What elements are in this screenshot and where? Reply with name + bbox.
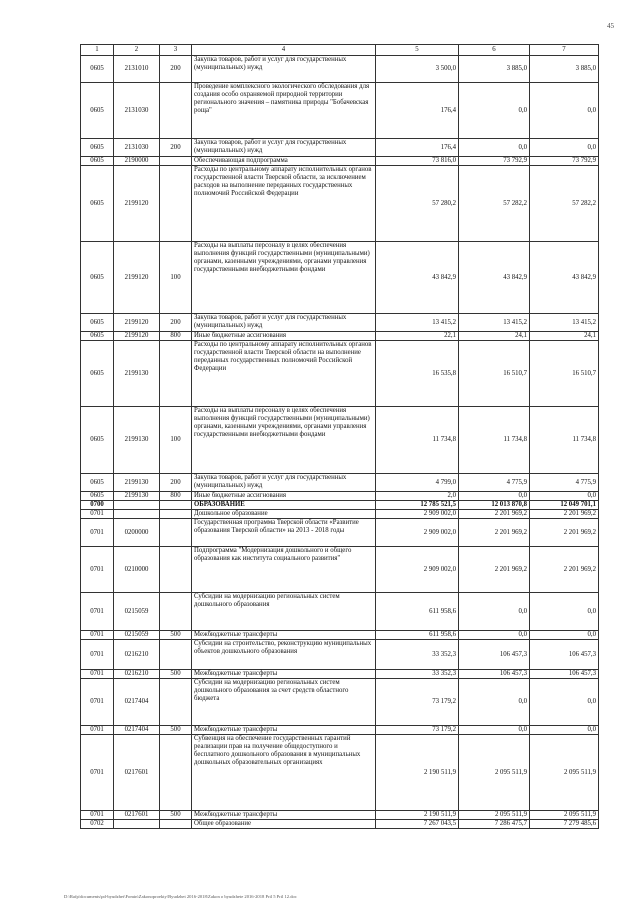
section-code-cell: 0701 xyxy=(81,593,114,631)
amount-2017-cell: 0,0 xyxy=(459,139,530,157)
amount-2016-cell: 73 179,2 xyxy=(376,679,459,726)
footer-path: D:\Rafp\documents\pd-byudzhet\Fomin\Zakonoproekty\Byudzhet 2016-2018\Zakon o byudzhete 2016-2018 Pril 5 Pril 12.doc xyxy=(64,894,297,899)
section-code-cell: 0701 xyxy=(81,726,114,735)
amount-2016-cell: 3 500,0 xyxy=(376,56,459,83)
amount-2018-cell: 2 095 511,9 xyxy=(530,735,599,811)
amount-2016-cell: 33 352,3 xyxy=(376,640,459,670)
amount-2017-cell: 0,0 xyxy=(459,492,530,501)
table-row xyxy=(81,519,599,547)
amount-2016-cell: 611 958,6 xyxy=(376,631,459,640)
expense-type-cell xyxy=(160,679,192,726)
expense-type-cell: 100 xyxy=(160,407,192,474)
section-code-cell: 0605 xyxy=(81,314,114,332)
description-cell: Закупка товаров, работ и услуг для государственных (муниципальных) нужд xyxy=(192,139,376,157)
description-cell: Обеспечивающая подпрограмма xyxy=(192,157,376,166)
budget-table xyxy=(80,44,599,829)
table-row xyxy=(81,492,599,501)
table-row xyxy=(81,811,599,820)
amount-2016-cell: 2 190 511,9 xyxy=(376,735,459,811)
section-code-cell: 0701 xyxy=(81,670,114,679)
header-col-3: 3 xyxy=(160,45,192,56)
description-cell: Закупка товаров, работ и услуг для государственных (муниципальных) нужд xyxy=(192,474,376,492)
description-cell: Государственная программа Тверской области «Развитие образования Тверской области» на 2013 - 2018 годы xyxy=(192,519,376,547)
amount-2018-cell: 73 792,9 xyxy=(530,157,599,166)
amount-2016-cell: 2 190 511,9 xyxy=(376,811,459,820)
amount-2018-cell: 0,0 xyxy=(530,492,599,501)
amount-2016-cell: 11 734,8 xyxy=(376,407,459,474)
target-code-cell: 0200000 xyxy=(114,519,160,547)
section-code-cell: 0605 xyxy=(81,332,114,341)
expense-type-cell: 800 xyxy=(160,492,192,501)
table-row xyxy=(81,157,599,166)
expense-type-cell: 200 xyxy=(160,314,192,332)
section-code-cell: 0701 xyxy=(81,811,114,820)
target-code-cell: 0217404 xyxy=(114,726,160,735)
table-row xyxy=(81,242,599,314)
section-code-cell: 0701 xyxy=(81,547,114,593)
expense-type-cell xyxy=(160,166,192,242)
expense-type-cell: 200 xyxy=(160,474,192,492)
amount-2016-cell: 57 280,2 xyxy=(376,166,459,242)
amount-2017-cell: 0,0 xyxy=(459,631,530,640)
header-col-1: 1 xyxy=(81,45,114,56)
expense-type-cell xyxy=(160,735,192,811)
description-cell: Расходы на выплаты персоналу в целях обеспечения выполнения функций государственными (муниципальными) органами, казенными учреждениями, органами управления государственными внебюджетными фондами xyxy=(192,242,376,314)
target-code-cell: 2199120 xyxy=(114,242,160,314)
table-row xyxy=(81,474,599,492)
amount-2017-cell: 73 792,9 xyxy=(459,157,530,166)
expense-type-cell: 500 xyxy=(160,631,192,640)
amount-2016-cell: 4 799,0 xyxy=(376,474,459,492)
expense-type-cell: 100 xyxy=(160,242,192,314)
table-row xyxy=(81,83,599,139)
target-code-cell: 2131030 xyxy=(114,139,160,157)
description-cell: Расходы на выплаты персоналу в целях обеспечения выполнения функций государственными (муниципальными) органами, казенными учреждениями, органами управления государственными внебюджетными фондами xyxy=(192,407,376,474)
target-code-cell: 0216210 xyxy=(114,670,160,679)
section-code-cell: 0701 xyxy=(81,510,114,519)
table-row xyxy=(81,735,599,811)
expense-type-cell xyxy=(160,547,192,593)
table-row xyxy=(81,547,599,593)
description-cell: Общее образование xyxy=(192,820,376,829)
section-code-cell: 0700 xyxy=(81,501,114,510)
section-code-cell: 0605 xyxy=(81,492,114,501)
section-code-cell: 0605 xyxy=(81,157,114,166)
target-code-cell: 2199130 xyxy=(114,474,160,492)
amount-2017-cell: 16 510,7 xyxy=(459,341,530,407)
amount-2017-cell: 3 885,0 xyxy=(459,56,530,83)
table-row xyxy=(81,332,599,341)
amount-2016-cell: 13 415,2 xyxy=(376,314,459,332)
amount-2017-cell: 106 457,3 xyxy=(459,640,530,670)
table-row xyxy=(81,726,599,735)
section-code-cell: 0701 xyxy=(81,519,114,547)
target-code-cell: 2199130 xyxy=(114,407,160,474)
amount-2018-cell: 0,0 xyxy=(530,679,599,726)
expense-type-cell: 500 xyxy=(160,670,192,679)
target-code-cell xyxy=(114,820,160,829)
amount-2018-cell: 43 842,9 xyxy=(530,242,599,314)
description-cell: Дошкольное образование xyxy=(192,510,376,519)
amount-2016-cell: 73 179,2 xyxy=(376,726,459,735)
header-col-7: 7 xyxy=(530,45,599,56)
table-row xyxy=(81,679,599,726)
expense-type-cell xyxy=(160,501,192,510)
expense-type-cell xyxy=(160,593,192,631)
table-row xyxy=(81,510,599,519)
description-cell: Межбюджетные трансферты xyxy=(192,670,376,679)
amount-2018-cell: 2 095 511,9 xyxy=(530,811,599,820)
description-cell: Субсидии на модернизацию региональных систем дошкольного образования xyxy=(192,593,376,631)
description-cell: Межбюджетные трансферты xyxy=(192,726,376,735)
description-cell: Проведение комплексного экологического обследования для создания особо охраняемой природной территории регионального значения – памятника природы "Бобачевская роща" xyxy=(192,83,376,139)
description-cell: Подпрограмма "Модернизация дошкольного и общего образования как института социального развития" xyxy=(192,547,376,593)
table-row xyxy=(81,139,599,157)
amount-2017-cell: 2 201 969,2 xyxy=(459,519,530,547)
header-row xyxy=(81,45,599,56)
amount-2016-cell: 2 909 002,0 xyxy=(376,547,459,593)
amount-2018-cell: 4 775,9 xyxy=(530,474,599,492)
description-cell: Межбюджетные трансферты xyxy=(192,811,376,820)
amount-2016-cell: 16 535,8 xyxy=(376,341,459,407)
amount-2018-cell: 2 201 969,2 xyxy=(530,510,599,519)
target-code-cell: 0217601 xyxy=(114,735,160,811)
amount-2016-cell: 611 958,6 xyxy=(376,593,459,631)
target-code-cell: 0215059 xyxy=(114,631,160,640)
table-row xyxy=(81,640,599,670)
amount-2018-cell: 0,0 xyxy=(530,139,599,157)
table-row xyxy=(81,407,599,474)
section-code-cell: 0605 xyxy=(81,166,114,242)
expense-type-cell xyxy=(160,510,192,519)
target-code-cell: 0217601 xyxy=(114,811,160,820)
amount-2017-cell: 12 013 870,8 xyxy=(459,501,530,510)
header-col-4: 4 xyxy=(192,45,376,56)
section-code-cell: 0702 xyxy=(81,820,114,829)
amount-2018-cell: 106 457,3 xyxy=(530,670,599,679)
table-row xyxy=(81,593,599,631)
amount-2017-cell: 11 734,8 xyxy=(459,407,530,474)
expense-type-cell xyxy=(160,83,192,139)
amount-2018-cell: 57 282,2 xyxy=(530,166,599,242)
description-cell: Субсидии на строительство, реконструкцию муниципальных объектов дошкольного образования xyxy=(192,640,376,670)
amount-2017-cell: 2 095 511,9 xyxy=(459,811,530,820)
section-code-cell: 0605 xyxy=(81,139,114,157)
amount-2017-cell: 2 201 969,2 xyxy=(459,547,530,593)
table-row xyxy=(81,670,599,679)
section-code-cell: 0605 xyxy=(81,56,114,83)
amount-2017-cell: 0,0 xyxy=(459,83,530,139)
header-col-6: 6 xyxy=(459,45,530,56)
section-code-cell: 0701 xyxy=(81,640,114,670)
amount-2016-cell: 2 909 002,0 xyxy=(376,519,459,547)
table-row xyxy=(81,501,599,510)
section-code-cell: 0605 xyxy=(81,341,114,407)
amount-2018-cell: 0,0 xyxy=(530,726,599,735)
amount-2018-cell: 7 279 485,6 xyxy=(530,820,599,829)
amount-2016-cell: 7 267 043,5 xyxy=(376,820,459,829)
target-code-cell: 2190000 xyxy=(114,157,160,166)
amount-2018-cell: 0,0 xyxy=(530,83,599,139)
table-row xyxy=(81,314,599,332)
amount-2017-cell: 57 282,2 xyxy=(459,166,530,242)
table-row xyxy=(81,820,599,829)
amount-2018-cell: 0,0 xyxy=(530,631,599,640)
expense-type-cell xyxy=(160,820,192,829)
amount-2017-cell: 0,0 xyxy=(459,593,530,631)
expense-type-cell: 200 xyxy=(160,139,192,157)
description-cell: ОБРАЗОВАНИЕ xyxy=(192,501,376,510)
table-row xyxy=(81,631,599,640)
amount-2018-cell: 2 201 969,2 xyxy=(530,547,599,593)
amount-2018-cell: 3 885,0 xyxy=(530,56,599,83)
expense-type-cell: 800 xyxy=(160,332,192,341)
target-code-cell: 2199120 xyxy=(114,166,160,242)
description-cell: Расходы по центральному аппарату исполнительных органов государственной власти Тверской области, за исключением расходов на выполнение переданных государственных полномочий Российской Федерации xyxy=(192,166,376,242)
amount-2018-cell: 16 510,7 xyxy=(530,341,599,407)
expense-type-cell: 200 xyxy=(160,56,192,83)
section-code-cell: 0701 xyxy=(81,631,114,640)
expense-type-cell xyxy=(160,341,192,407)
page-number: 45 xyxy=(607,22,614,30)
target-code-cell: 0215059 xyxy=(114,593,160,631)
expense-type-cell: 500 xyxy=(160,726,192,735)
expense-type-cell xyxy=(160,519,192,547)
amount-2017-cell: 4 775,9 xyxy=(459,474,530,492)
amount-2017-cell: 106 457,3 xyxy=(459,670,530,679)
amount-2016-cell: 43 842,9 xyxy=(376,242,459,314)
target-code-cell xyxy=(114,510,160,519)
amount-2017-cell: 13 415,2 xyxy=(459,314,530,332)
amount-2016-cell: 176,4 xyxy=(376,139,459,157)
amount-2016-cell: 33 352,3 xyxy=(376,670,459,679)
target-code-cell: 0210000 xyxy=(114,547,160,593)
amount-2018-cell: 2 201 969,2 xyxy=(530,519,599,547)
amount-2018-cell: 12 049 701,1 xyxy=(530,501,599,510)
amount-2017-cell: 2 201 969,2 xyxy=(459,510,530,519)
target-code-cell: 2199120 xyxy=(114,332,160,341)
amount-2016-cell: 12 785 521,5 xyxy=(376,501,459,510)
expense-type-cell: 500 xyxy=(160,811,192,820)
amount-2017-cell: 2 095 511,9 xyxy=(459,735,530,811)
description-cell: Иные бюджетные ассигнования xyxy=(192,332,376,341)
amount-2016-cell: 2,0 xyxy=(376,492,459,501)
section-code-cell: 0605 xyxy=(81,83,114,139)
target-code-cell: 2131010 xyxy=(114,56,160,83)
header-col-5: 5 xyxy=(376,45,459,56)
amount-2018-cell: 0,0 xyxy=(530,593,599,631)
description-cell: Расходы по центральному аппарату исполнительных органов государственной власти Тверской области на выполнение переданных государственных полномочий Российской Федерации xyxy=(192,341,376,407)
description-cell: Субвенция на обеспечение государственных гарантий реализации прав на получение общедоступного и бесплатного дошкольного образования в муниципальных дошкольных образовательных организациях xyxy=(192,735,376,811)
section-code-cell: 0701 xyxy=(81,679,114,726)
expense-type-cell xyxy=(160,157,192,166)
amount-2018-cell: 106 457,3 xyxy=(530,640,599,670)
amount-2016-cell: 22,1 xyxy=(376,332,459,341)
amount-2017-cell: 0,0 xyxy=(459,679,530,726)
table-row xyxy=(81,341,599,407)
section-code-cell: 0605 xyxy=(81,474,114,492)
header-col-2: 2 xyxy=(114,45,160,56)
target-code-cell xyxy=(114,501,160,510)
amount-2018-cell: 11 734,8 xyxy=(530,407,599,474)
amount-2016-cell: 2 909 002,0 xyxy=(376,510,459,519)
target-code-cell: 0216210 xyxy=(114,640,160,670)
amount-2016-cell: 73 816,0 xyxy=(376,157,459,166)
expense-type-cell xyxy=(160,640,192,670)
amount-2017-cell: 43 842,9 xyxy=(459,242,530,314)
target-code-cell: 0217404 xyxy=(114,679,160,726)
section-code-cell: 0605 xyxy=(81,242,114,314)
description-cell: Закупка товаров, работ и услуг для государственных (муниципальных) нужд xyxy=(192,314,376,332)
description-cell: Иные бюджетные ассигнования xyxy=(192,492,376,501)
description-cell: Закупка товаров, работ и услуг для государственных (муниципальных) нужд xyxy=(192,56,376,83)
amount-2018-cell: 13 415,2 xyxy=(530,314,599,332)
section-code-cell: 0605 xyxy=(81,407,114,474)
target-code-cell: 2199120 xyxy=(114,314,160,332)
table-row xyxy=(81,56,599,83)
target-code-cell: 2199130 xyxy=(114,492,160,501)
table-row xyxy=(81,166,599,242)
amount-2017-cell: 7 286 475,7 xyxy=(459,820,530,829)
amount-2017-cell: 0,0 xyxy=(459,726,530,735)
amount-2016-cell: 176,4 xyxy=(376,83,459,139)
amount-2018-cell: 24,1 xyxy=(530,332,599,341)
section-code-cell: 0701 xyxy=(81,735,114,811)
description-cell: Межбюджетные трансферты xyxy=(192,631,376,640)
description-cell: Субсидии на модернизацию региональных систем дошкольного образования за счет средств областного бюджета xyxy=(192,679,376,726)
amount-2017-cell: 24,1 xyxy=(459,332,530,341)
target-code-cell: 2199130 xyxy=(114,341,160,407)
target-code-cell: 2131030 xyxy=(114,83,160,139)
